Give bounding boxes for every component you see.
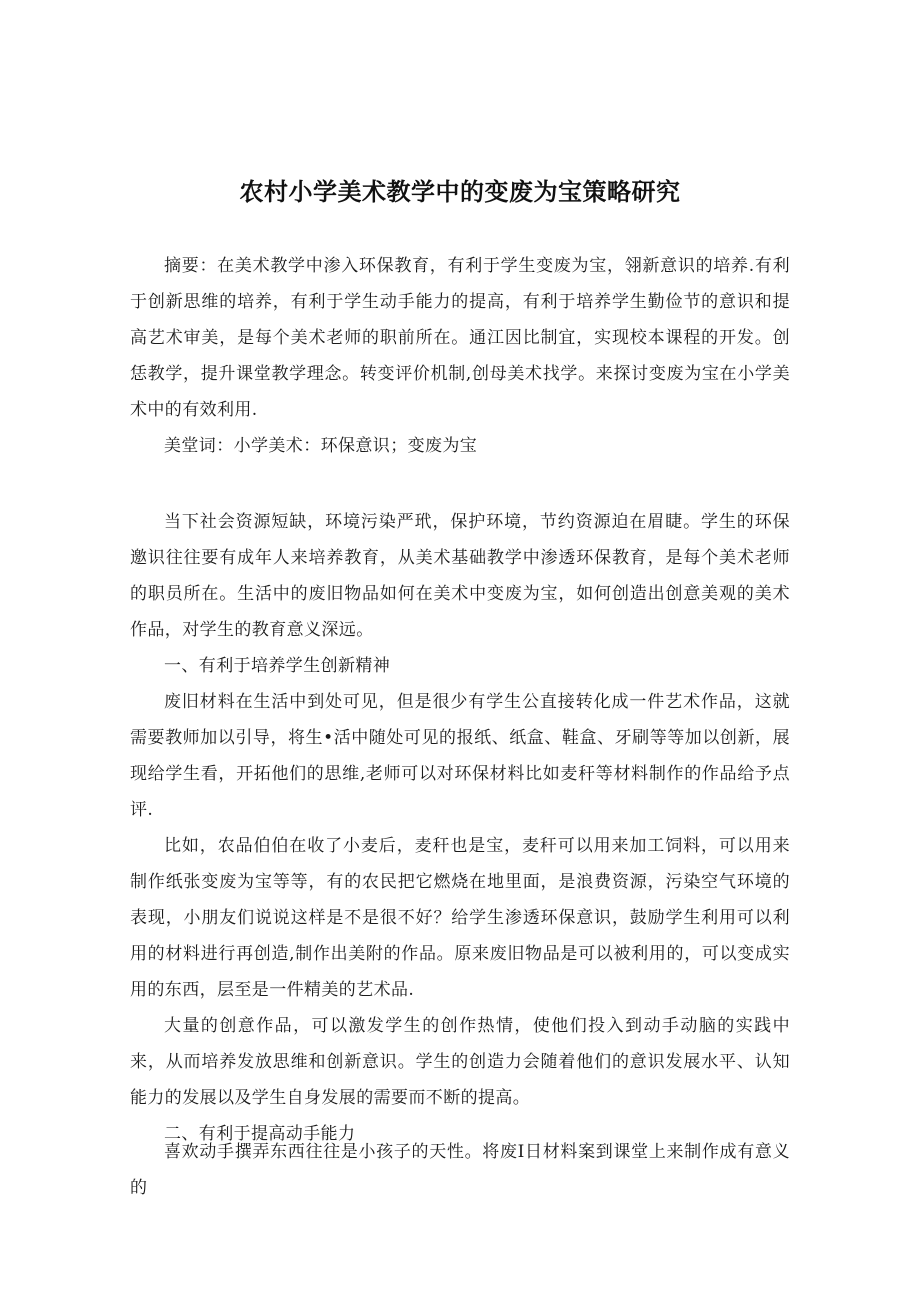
body-paragraph: 当下社会资源短缺，环境污染严玳，保护环境，节约资源迫在眉睫。学生的环保邀识往往要有成年人来培养教育，从美术基础教学中渗透环保教育，是每个美术老师的职员所在。生活中的废旧物品如何在美术中变废为宝，如何创造出创意美观的美术作品，对学生的教育意义深远。 bbox=[130, 512, 790, 640]
continuation-section bbox=[130, 1134, 790, 1206]
section-heading-1: 一、有利于培养学生创新精神 bbox=[164, 656, 391, 676]
abstract-paragraph: 摘要：在美术教学中渗入环保教育，有利于学生变废为宝，翎新意识的培养.有利于创新思维的培养，有利于学生动手能力的提高，有利于培养学生勤俭节的意识和提高艺术审美，是每个美术老师的职前所在。通江因比制宜，实现校本课程的开发。创恁教学，提升课堂教学理念。转变评价机制,创母美术找学。来探讨变废为宝在小学美术中的有效利用. bbox=[130, 256, 790, 420]
body-paragraph: 废旧材料在生活中到处可见，但是很少有学生公直接转化成一件艺术作品，这就需要教师加以引导，将生•活中随处可见的报纸、纸盒、鞋盒、牙刷等等加以创新，展现给学生看，开拓他们的思维,老师可以对环保材料比如麦秆等材料制作的作品给予点评. bbox=[130, 692, 790, 820]
document-title: 农村小学美术教学中的变废为宝策略研究 bbox=[239, 178, 681, 206]
body-paragraph: 比如，农品伯伯在收了小麦后，麦秆也是宝，麦秆可以用来加工饲料，可以用来制作纸张变废为宝等等，有的农民把它燃烧在地里面，是浪费资源，污染空气环境的表现，小朋友们说说这样是不是很不好？给学生渗透环保意识，鼓励学生利用可以利用的材料进行再创造,制作出美附的作品。原来废旧物品是可以被利用的，可以变成实用的东西，层至是一件精美的艺术品. bbox=[130, 836, 790, 1000]
abstract-section bbox=[130, 248, 790, 464]
main-section bbox=[130, 504, 790, 1152]
body-paragraph: 喜欢动手撰弄东西往往是小孩子的天性。将废I日材料案到课堂上来制作成有意义的 bbox=[130, 1142, 790, 1198]
keywords-line: 美堂词：小学美术：环保意识；变废为宝 bbox=[164, 436, 478, 456]
body-paragraph: 大量的创意作品，可以激发学生的创作热情，使他们投入到动手动脑的实践中来，从而培养发放思维和创新意识。学生的创造力会随着他们的意识发展水平、认知能力的发展以及学生自身发展的需要而不断的提高。 bbox=[130, 1016, 790, 1108]
section-heading-2: 二、有利于提高动手能力 bbox=[164, 1124, 356, 1144]
